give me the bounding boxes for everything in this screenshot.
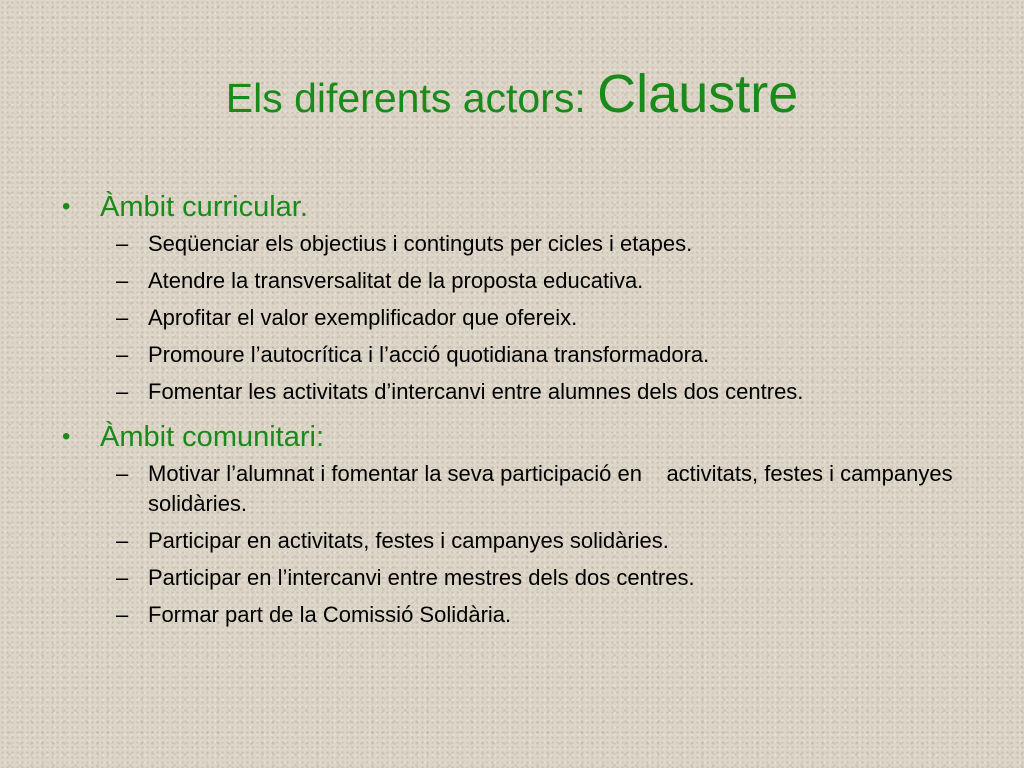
section-curricular [62, 187, 962, 407]
list-item [116, 340, 962, 370]
list-item [116, 526, 962, 556]
list-item-text: Atendre la transversalitat de la proposta educativa. [148, 268, 644, 293]
section-heading: Àmbit curricular. [100, 191, 308, 223]
list-item-text: Participar en l’intercanvi entre mestres dels dos centres. [148, 565, 695, 590]
list-item [116, 459, 962, 519]
list-item-text: Promoure l’autocrítica i l’acció quotidiana transformadora. [148, 342, 710, 367]
list-item-text: Motivar l’alumnat i fomentar la seva participació en activitats, festes i campanyes solidàries. [148, 461, 959, 516]
dash-icon: – [116, 565, 129, 590]
sub-list [62, 229, 962, 407]
bullet-icon: • [62, 423, 71, 450]
dash-icon: – [116, 268, 129, 293]
bullet-heading [62, 187, 962, 227]
list-item [116, 563, 962, 593]
dash-icon: – [116, 602, 129, 627]
dash-icon: – [116, 528, 129, 553]
section-heading: Àmbit comunitari: [100, 421, 325, 453]
list-item-text: Seqüenciar els objectius i continguts per cicles i etapes. [148, 231, 693, 256]
section-comunitari [62, 417, 962, 630]
list-item [116, 600, 962, 630]
list-item-text: Formar part de la Comissió Solidària. [148, 602, 512, 627]
list-item [116, 303, 962, 333]
title-emphasis: Claustre [597, 64, 799, 124]
list-item-text: Fomentar les activitats d’intercanvi entre alumnes dels dos centres. [148, 379, 804, 404]
sub-list [62, 459, 962, 630]
bullet-icon: • [62, 193, 71, 220]
list-item-text: Participar en activitats, festes i campanyes solidàries. [148, 528, 669, 553]
dash-icon: – [116, 305, 129, 330]
dash-icon: – [116, 461, 129, 486]
list-item-text: Aprofitar el valor exemplificador que ofereix. [148, 305, 578, 330]
dash-icon: – [116, 231, 129, 256]
list-item [116, 229, 962, 259]
dash-icon: – [116, 342, 129, 367]
title-prefix: Els diferents actors: [225, 75, 598, 121]
list-item [116, 266, 962, 296]
list-item [116, 377, 962, 407]
dash-icon: – [116, 379, 129, 404]
bullet-heading [62, 417, 962, 457]
slide-title [0, 62, 1024, 127]
slide-content [62, 187, 962, 640]
